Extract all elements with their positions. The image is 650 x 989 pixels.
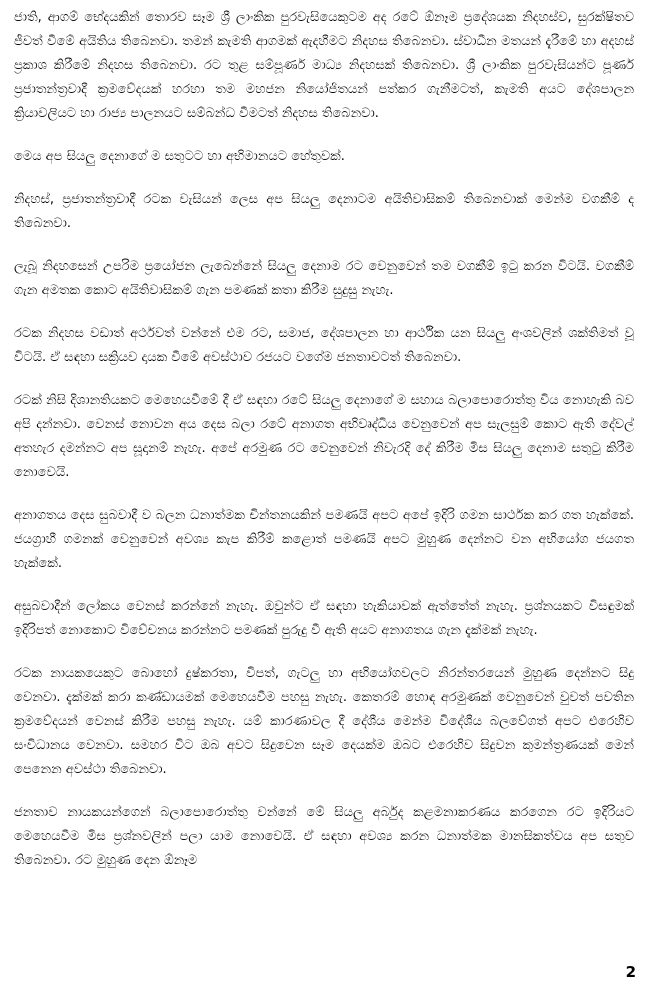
paragraph-meaningful-freedom: රටක නිදහස වඩාත් අර්ථවත් වන්නේ එම රට, සමාජ, දේශපාලන හා ආර්ථික යන සියලු අංශවලින් ශක්තිමත් වූ විටයි. ඒ සඳහා සක්‍රියව දායක වීමේ අවස්ථාව රජයට වගේම ජනතාවටත් තිබෙනවා. <box>14 326 634 365</box>
paragraph-public-expectations: ජනතාව නායකයන්ගෙන් බලාපොරොත්තු වන්නේ මේ සියලු අර්බුද කළමනාකරණය කරගෙන රට ඉදිරියට මෙහෙයවීම මිස ප්‍රශ්නවලින් පලා යාම නොවෙයි. ඒ සඳහා අවශ්‍ය කරන ධනාත්මක මානසිකත්වය අප සතුව තිබෙනවා. රට මුහුණ දෙන ඕනෑම <box>14 805 634 868</box>
paragraph-citizen-freedoms: ජාති, ආගම් භේදයකින් තොරව සෑම ශ්‍රී ලාංකික පුරවැසියෙකුටම අද රටේ ඕනෑම ප්‍රදේශයක නිදහස්ව, සුරක්ෂිතව ජීවත් වීමේ අයිතිය තිබෙනවා. තමන් කැමති ආගමක් ඇදහීමට නිදහස තිබෙනවා. ස්වාධීන මතයන් දැරීමේ හා අදහස් ප්‍රකාශ කිරීමේ නිදහස තිබෙනවා. රට තුළ සම්පූර්ණ මාධ්‍ය නිදහසක් තිබෙනවා. ශ්‍රී ලාංකික පුරවැසියන්ට පූර්ණ ප්‍රජාතන්ත්‍රවාදී ක්‍රමවේදයක් හරහා තම මහජන නියෝජිතයන් පත්කර ගැනීමටත්, කැමති අයට දේශපාලන ක්‍රියාවලියට හා රාජ්‍ය පාලනයට සම්බන්ධ වීමටත් නිදහස තිබෙනවා. <box>14 10 634 121</box>
paragraph-leader-challenges: රටක නායකයෙකුට බොහෝ දුෂ්කරතා, විපත්, ගැටලු හා අභියෝගවලට නිරන්තරයෙන් මුහුණ දෙන්නට සිදු වෙනවා. දැක්මක් කරා කණ්ඩායමක් මෙහෙයවීම පහසු නැහැ. කෙතරම් හොඳ අරමුණක් වෙනුවෙන් වුවත් පවතින ක්‍රමවේදයන් වෙනස් කිරීම පහසු නැහැ. යම් කාරණාවල දී දේශීය මෙන්ම විදේශීය බලවේගත් අපට එරෙහිව සංවිධානය වෙනවා. සමහර විට ඔබ අවට සිදුවෙන සෑම දෙයක්ම ඔබට එරෙහිව සිදුවන කුමන්ත්‍රණයක් මෙන් පෙනෙන අවස්ථා තිබෙනවා. <box>14 666 634 777</box>
paragraph-rights-and-duties: නිදහස්, ප්‍රජාතන්ත්‍රවාදී රටක වැසියන් ලෙස අප සියලු දෙනාටම අයිතිවාසිකම් තිබෙනවාක් මෙන්ම වගකීම් ද තිබෙනවා. <box>14 192 634 231</box>
paragraph-pride: මෙය අප සියලු දෙනාගේ ම සතුටට හා අභිමානයට හේතුවක්. <box>14 149 345 164</box>
paragraph-positive-thinking: අනාගතය දෙස සුබවාදී ව බලන ධනාත්මක චින්තනයකින් පමණයි අපට අපේ ඉදිරි ගමන සාර්ථක කර ගත හැක්කේ. ජයග්‍රාහී ගමනක් වෙනුවෙන් අවශ්‍ය කැප කිරීම් කළොත් පමණයි අපට මුහුණ දෙන්නට වන අභියෝග ජයගත හැක්කේ. <box>14 508 634 571</box>
page-number: 2 <box>625 963 636 981</box>
paragraph-responsibilities: ලැබූ නිදහසෙන් උපරිම ප්‍රයෝජන ලැබෙන්නේ සියලු දෙනාම රට වෙනුවෙන් තම වගකීම් ඉටු කරන විටයි. වගකීම් ගැන අමතක කොට අයිතිවාසිකම් ගැන පමණක් කතා කිරීම සුදුසු නැහැ. <box>14 259 634 298</box>
paragraph-pessimists: අසුබවාදීන් ලෝකය වෙනස් කරන්නේ නැහැ. ඔවුන්ට ඒ සඳහා හැකියාවක් ඇත්තේත් නැහැ. ප්‍රශ්නයකට විසඳුමක් ඉදිරිපත් නොකොට විවේචනය කරන්නට පමණක් පුරුදු වී ඇති අයට අනාගතය ගැන දැක්මක් නැහැ. <box>14 599 634 638</box>
document-body <box>14 6 634 892</box>
paragraph-direction: රටක් නිසි දිශානතියකට මෙහෙයවීමේ දී ඒ සඳහා රටේ සියලු දෙනාගේ ම සහාය බලාපොරොත්තු විය නොහැකි බව අපි දන්නවා. වෙනස් නොවන අය දෙස බලා රටේ අනාගත අභිවෘද්ධිය වෙනුවෙන් අප සැලසුම් කොට ඇති දේවල් අතහැර දමන්නට අප සූදානම් නැහැ. අපේ අරමුණ රට වෙනුවෙන් නිවැරදි දේ කිරීම මිස සියලු දෙනාම සතුටු කිරීම නොවෙයි. <box>14 393 634 480</box>
